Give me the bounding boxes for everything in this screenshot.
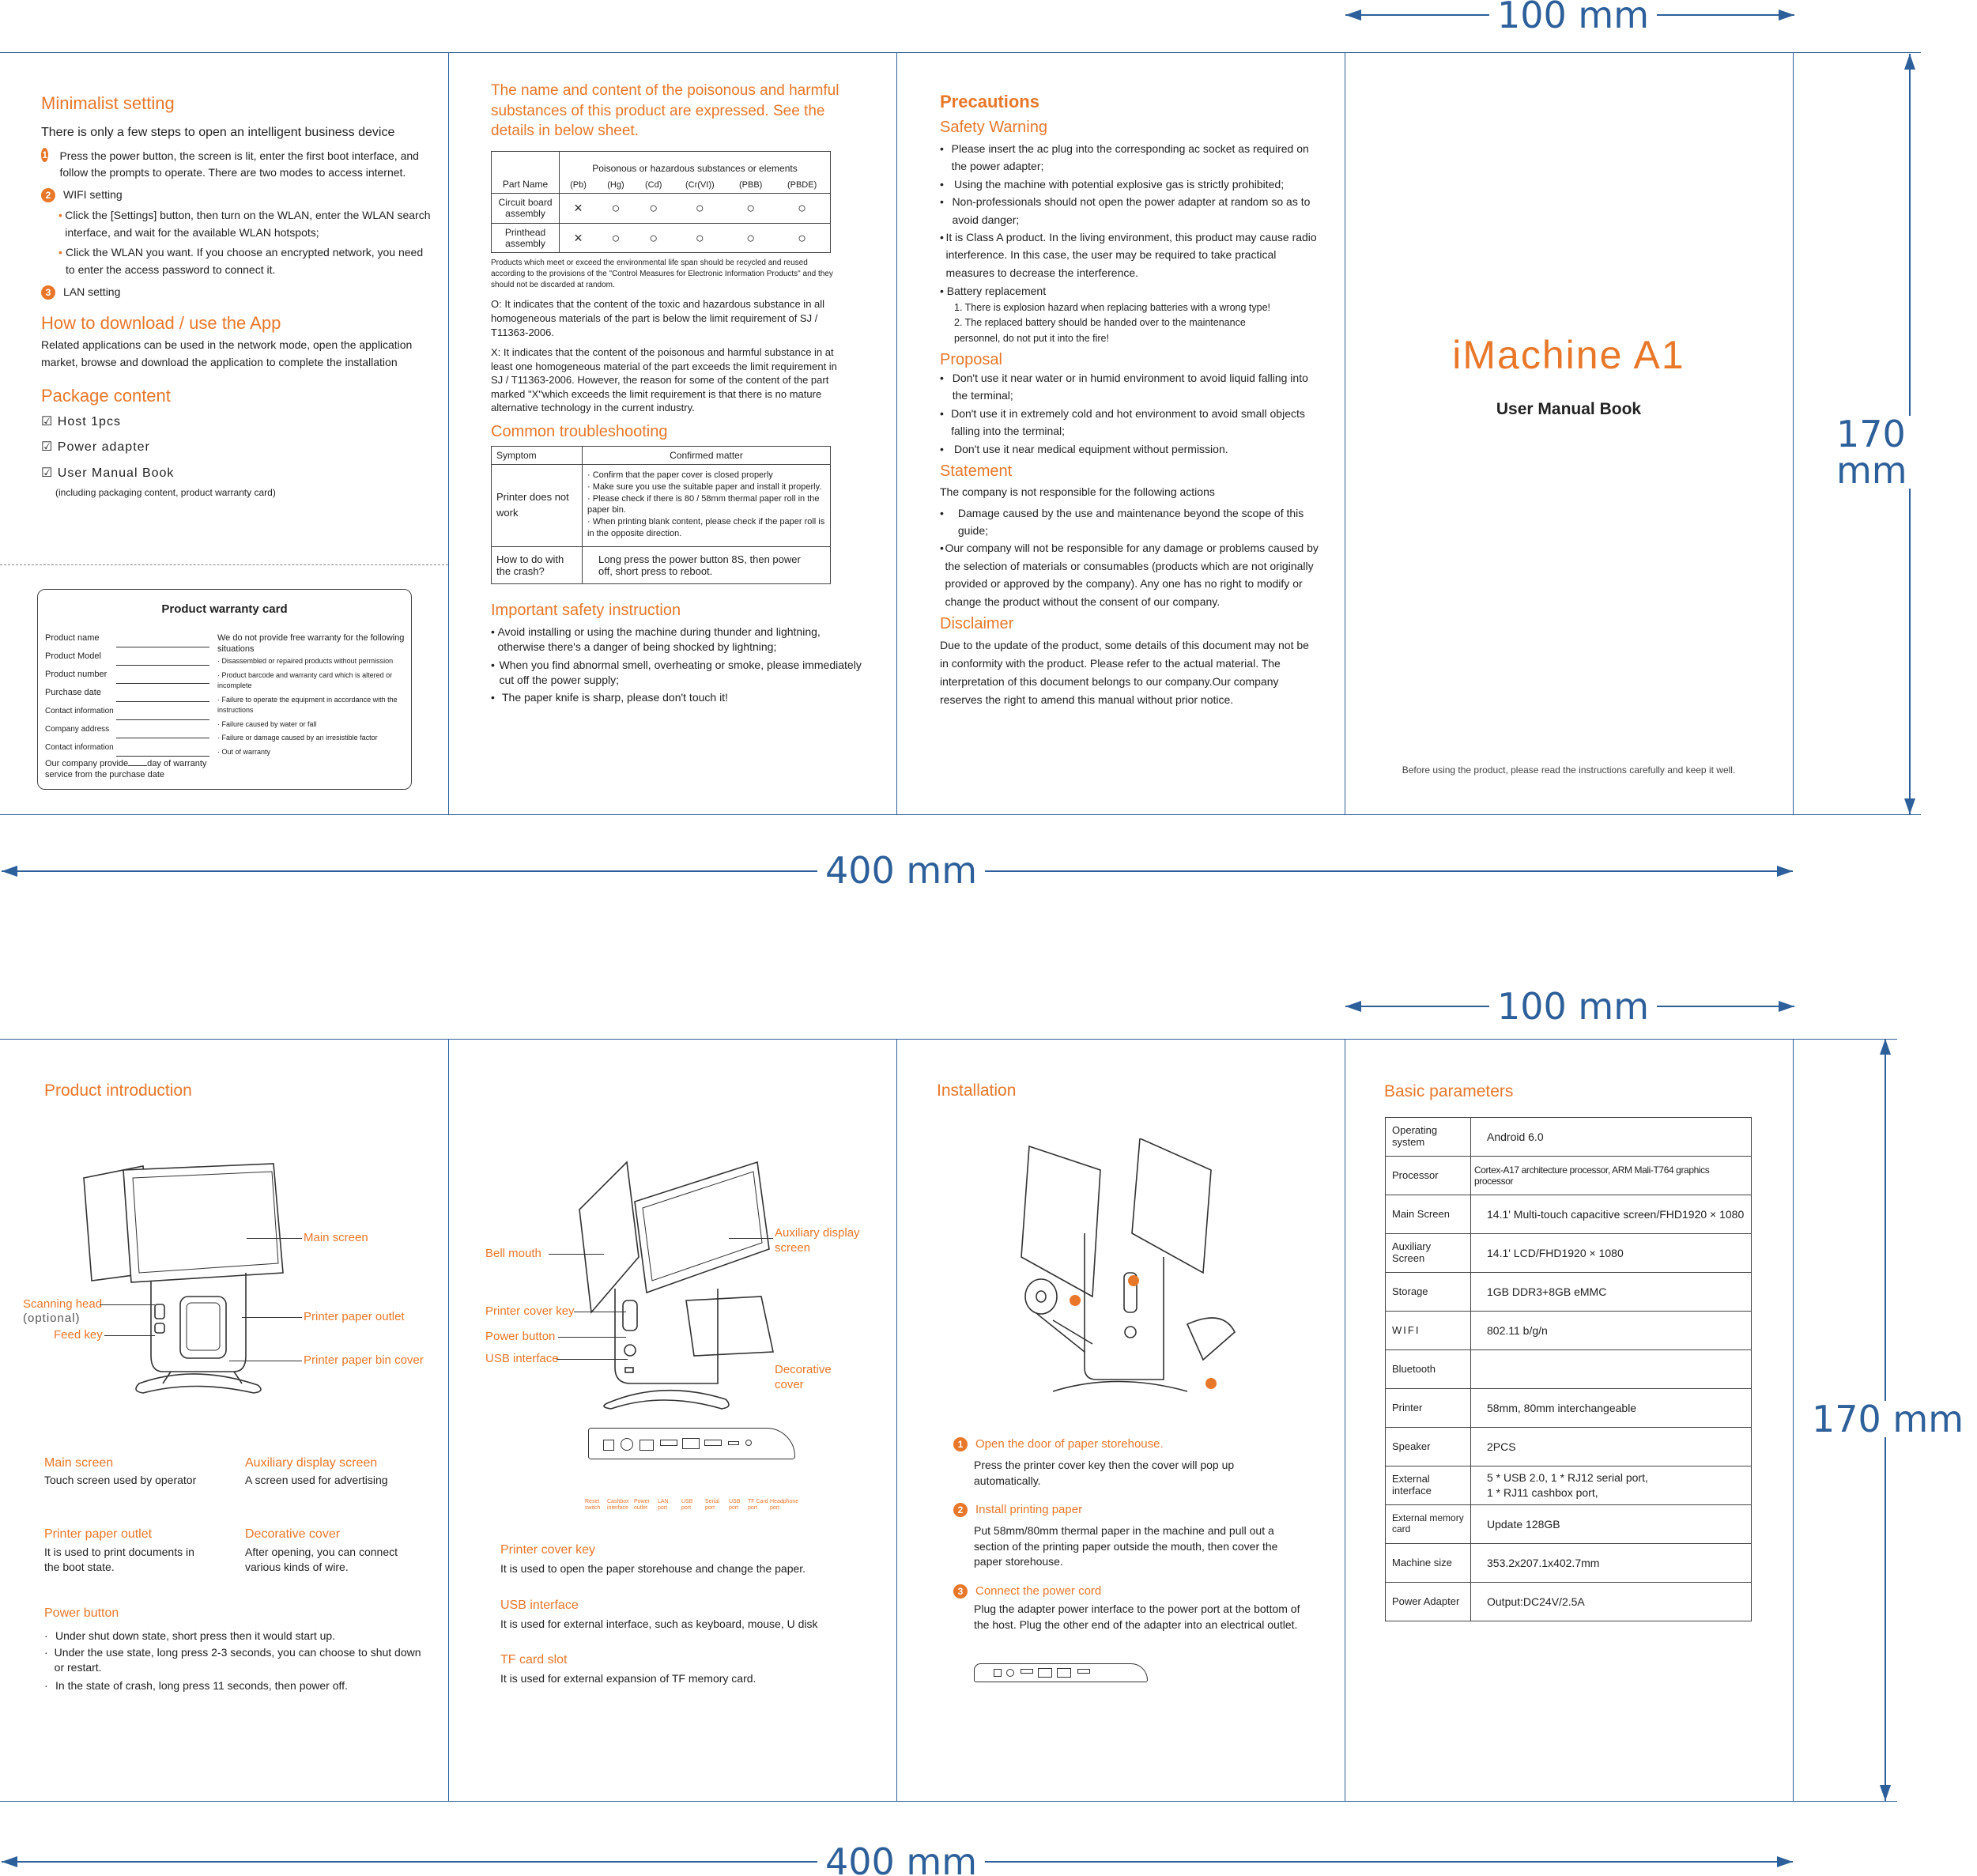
dim-arrow — [1777, 1856, 1793, 1867]
trouble-symptom: How to do with the crash? — [492, 546, 583, 583]
proposal-item: • Don't use it in extremely cold and hot environment to avoid small objects falling into the terminal; — [940, 406, 1305, 438]
desc-title: Printer cover key — [500, 1543, 596, 1557]
warranty-field-label: Contact information — [45, 743, 114, 752]
poison-mark: ○ — [673, 223, 728, 253]
power-button-section — [44, 1606, 432, 1693]
warranty-exclusion-item: · Product barcode and warranty card which is altered or incomplete — [217, 670, 393, 689]
warranty-provide-a: Our company provide — [45, 759, 129, 768]
fold-line — [448, 1039, 449, 1802]
callout-decorative-cover: Decorative cover — [775, 1363, 832, 1391]
param-row — [1386, 1428, 1752, 1466]
desc-title: Decorative cover — [245, 1527, 341, 1541]
port-label: Serial port — [705, 1499, 719, 1511]
desc-title: Auxiliary display screen — [245, 1456, 378, 1470]
rear-desc — [500, 1543, 880, 1688]
cover-footer: Before using the product, please read the instructions carefully and keep it well. — [1402, 764, 1736, 776]
warranty-field-blank[interactable] — [116, 638, 209, 647]
warranty-field-blank[interactable] — [116, 656, 209, 666]
poison-element: (Cd) — [635, 177, 673, 194]
port-label: Reset switch — [585, 1499, 601, 1511]
poison-element: (PBB) — [727, 177, 774, 194]
trouble-item: · Make sure you use the suitable paper and install it properly. — [587, 481, 822, 492]
proposal-item: • Don't use it near water or in humid environment to avoid liquid falling into the terminal; — [940, 371, 1308, 402]
warning-item: • Non-professionals should not open the power adapter at random so as to avoid danger; — [940, 195, 1311, 226]
port-label: USB port — [681, 1499, 693, 1511]
install-step-number: 1 — [953, 1437, 968, 1451]
param-key: Auxiliary Screen — [1386, 1234, 1471, 1273]
setup-step-3 — [41, 284, 432, 301]
warranty-provide-b: day of warranty — [147, 759, 207, 768]
callout-printer-paper-outlet: Printer paper outlet — [304, 1310, 405, 1323]
param-value: 2PCS — [1471, 1428, 1752, 1466]
warranty-field-blank[interactable] — [116, 729, 209, 738]
param-value: 14.1' LCD/FHD1920 × 1080 — [1471, 1234, 1752, 1273]
power-item: · Under the use state, long press 2-3 seconds, you can choose to shut down or restart. — [44, 1645, 421, 1674]
warranty-field-blank[interactable] — [116, 711, 209, 720]
param-row — [1386, 1312, 1752, 1350]
callout-scanning-head: Scanning head — [23, 1297, 103, 1311]
poison-mark: ○ — [597, 223, 635, 253]
param-key: Storage — [1386, 1273, 1471, 1312]
port-icon — [621, 1438, 633, 1451]
poison-mark: ○ — [727, 193, 774, 223]
install-step-3 — [953, 1584, 1325, 1633]
warranty-field-blank[interactable] — [116, 693, 209, 702]
install-step-title: Install printing paper — [975, 1503, 1083, 1517]
download-text: Related applications can be used in the network mode, open the application market, browse and download the application to complete the installation — [41, 338, 413, 368]
package-item-3: ☑ User Manual Book — [41, 466, 175, 481]
fold-line — [448, 52, 449, 815]
panel-compliance — [491, 81, 862, 705]
dim-arrow — [1345, 1001, 1361, 1012]
callout-optional: (optional) — [23, 1312, 81, 1325]
safety-item: • The paper knife is sharp, please don't touch it! — [491, 691, 728, 704]
product-intro-title: Product introduction — [44, 1081, 192, 1100]
warranty-field-label: Product Model — [45, 651, 101, 661]
setup-step-2-title: WIFI setting — [63, 188, 123, 202]
install-step-number: 3 — [953, 1584, 968, 1599]
port-label: TF Card port — [748, 1499, 768, 1511]
param-row — [1386, 1234, 1752, 1273]
desc-main-screen — [44, 1456, 234, 1489]
warranty-card — [37, 589, 412, 790]
trouble-row — [492, 464, 831, 546]
poison-mark: ○ — [597, 193, 635, 223]
install-step-2 — [953, 1503, 1325, 1570]
install-step-title: Connect the power cord — [975, 1583, 1102, 1598]
warranty-exclusion-item: · Failure or damage caused by an irresistible factor — [217, 734, 378, 742]
param-key: WIFI — [1386, 1312, 1471, 1350]
param-row — [1386, 1157, 1752, 1195]
dim-label-top-width: 100 mm — [1489, 0, 1657, 33]
poison-row — [492, 223, 831, 253]
warranty-exclusion-item: · Failure caused by water or fall — [217, 719, 317, 728]
step-number-3: 3 — [41, 285, 55, 300]
poison-element: (Cr(VI)) — [673, 177, 728, 194]
battery-title: • Battery replacement — [940, 285, 1047, 298]
statement-item: • Damage caused by the use and maintenance beyond the scope of this guide; — [940, 506, 1304, 537]
o-note: O: It indicates that the content of the toxic and hazardous substance in all homogeneous materials of the part is below the limit requirement of SJ / T11363-2006. — [491, 298, 825, 338]
port-icon — [682, 1438, 700, 1449]
desc-text: After opening, you can connect various kinds of wire. — [245, 1546, 398, 1573]
desc-printer-outlet — [44, 1527, 210, 1575]
port-icon — [1021, 1669, 1033, 1674]
callout-bell-mouth: Bell mouth — [485, 1247, 541, 1260]
param-row — [1386, 1273, 1752, 1312]
battery-item: 1. There is explosion hazard when replacing batteries with a wrong type! — [954, 301, 1270, 313]
callout-main-screen: Main screen — [304, 1231, 368, 1244]
desc-title: Main screen — [44, 1456, 114, 1470]
statement-item: • Our company will not be responsible for any damage or problems caused by the selection of materials or consumables (products which are not originally provided or approved by the company). Any one has no right to modify or change the product without the consent of our company. — [940, 542, 1319, 608]
installation-illustration — [1005, 1138, 1258, 1399]
package-item-2: ☑ Power adapter — [41, 440, 150, 455]
port-label: Cashbox interface — [607, 1499, 629, 1511]
port-icon — [1057, 1668, 1071, 1678]
param-value: 14.1' Multi-touch capacitive screen/FHD1920 × 1080 — [1471, 1195, 1752, 1234]
port-icon — [745, 1440, 752, 1446]
port-icon — [1006, 1669, 1014, 1677]
panel-setup — [41, 93, 432, 500]
step-number-1: 1 — [42, 149, 48, 160]
warranty-provide-c: service from the purchase date — [45, 770, 165, 779]
pos-terminal-rear-illustration — [575, 1154, 797, 1415]
manual-subtitle: User Manual Book — [1496, 400, 1642, 418]
param-value — [1471, 1350, 1752, 1389]
param-value: Android 6.0 — [1471, 1118, 1752, 1157]
leader-line — [557, 1359, 628, 1360]
install-step-number: 2 — [953, 1503, 968, 1517]
install-step-text: Put 58mm/80mm thermal paper in the machine and pull out a section of the printing paper outside the mouth, then cover the paper storehouse. — [974, 1524, 1278, 1568]
param-value: 353.2x207.1x402.7mm — [1471, 1544, 1752, 1583]
desc-title: TF card slot — [500, 1653, 568, 1667]
panel-precautions — [940, 92, 1319, 709]
param-key: External interface — [1386, 1466, 1471, 1505]
poison-mark: ○ — [635, 223, 673, 253]
warning-item: • Please insert the ac plug into the corresponding ac socket as required on the power adapter; — [940, 142, 1309, 173]
install-step-1 — [953, 1437, 1325, 1489]
warranty-field-blank[interactable] — [116, 747, 209, 757]
param-key: External memory card — [1386, 1505, 1471, 1544]
setup-step-1 — [41, 148, 432, 182]
param-value: 5 * USB 2.0, 1 * RJ12 serial port, 1 * RJ11 cashbox port, — [1471, 1466, 1752, 1505]
poison-mark: × — [560, 193, 598, 223]
poison-row-name: Printhead assembly — [492, 223, 560, 253]
poison-row — [492, 193, 831, 223]
param-row — [1386, 1195, 1752, 1234]
trouble-item: · When printing blank content, please check if the paper roll is in the opposite direction. — [587, 517, 825, 539]
warranty-exclusion-item: · Out of warranty — [217, 747, 271, 756]
desc-text: It is used to open the paper storehouse and change the paper. — [500, 1562, 806, 1575]
warranty-title: Product warranty card — [161, 602, 288, 616]
warranty-field-label: Product number — [45, 670, 108, 679]
callout-printer-cover-key: Printer cover key — [485, 1304, 575, 1318]
installation-steps — [953, 1437, 1325, 1633]
port-icon — [640, 1440, 654, 1451]
fold-line — [896, 1039, 897, 1802]
download-title: How to download / use the App — [41, 313, 281, 334]
wifi-bullet-1-text: Click the [Settings] button, then turn on the WLAN, enter the WLAN search interface, and wait for the available WLAN hotspots; — [65, 208, 431, 239]
trouble-symptom: Printer does not work — [492, 464, 583, 546]
dim-label-bottom-total: 400 mm — [817, 1844, 985, 1876]
install-step-text: Plug the adapter power interface to the power port at the bottom of the host. Plug the other end of the adapter into an electrical outlet. — [974, 1602, 1300, 1631]
poison-mark: ○ — [774, 193, 830, 223]
warranty-exclusion-item: · Failure to operate the equipment in accordance with the instructions — [217, 695, 398, 714]
param-key: Speaker — [1386, 1428, 1471, 1466]
warranty-exclusions — [217, 632, 407, 757]
param-key: Processor — [1386, 1157, 1471, 1195]
desc-text: A screen used for advertising — [245, 1474, 388, 1486]
leader-line — [729, 1238, 773, 1239]
desc-text: Touch screen used by operator — [44, 1474, 197, 1486]
poison-mark: ○ — [635, 193, 673, 223]
ports-strip — [588, 1428, 795, 1459]
poison-table — [491, 151, 831, 254]
setup-step-1-text: Press the power button, the screen is lit, enter the first boot interface, and follow the prompts to operate. There are two modes to access internet. — [59, 149, 419, 179]
setup-step-2 — [41, 187, 432, 204]
dim-label-top-total: 400 mm — [817, 852, 985, 889]
port-icon — [704, 1440, 722, 1446]
warranty-exclusion-item: · Disassembled or repaired products without permission — [217, 657, 394, 665]
poison-group-header: Poisonous or hazardous substances or elements — [560, 151, 831, 177]
param-value: 802.11 b/g/n — [1471, 1312, 1752, 1350]
poison-row-name: Circuit board assembly — [492, 193, 560, 223]
statement-intro: The company is not responsible for the following actions — [940, 485, 1215, 498]
warranty-field-label: Product name — [45, 633, 100, 643]
warranty-exclusions-title: We do not provide free warranty for the following situations — [217, 633, 405, 654]
leader-line — [100, 1304, 155, 1305]
port-label: Power outlet — [634, 1499, 650, 1511]
param-row — [1386, 1389, 1752, 1428]
dim-arrow — [2, 1856, 17, 1867]
port-icon — [728, 1441, 739, 1445]
safety-item: • Avoid installing or using the machine during thunder and lightning, otherwise there's a danger of being shocked by lightning; — [491, 625, 821, 653]
dim-label-bottom-height: 170 mm — [1804, 1401, 1971, 1437]
port-icon — [1038, 1668, 1052, 1678]
desc-text: It is used to print documents in the boot state. — [44, 1546, 194, 1573]
warranty-field-label: Purchase date — [45, 688, 101, 697]
leader-line — [549, 1254, 604, 1255]
pos-terminal-front-illustration — [76, 1154, 313, 1407]
poison-element: (Hg) — [597, 177, 635, 194]
poison-element: (Pb) — [560, 177, 598, 194]
warranty-days-blank[interactable] — [128, 758, 147, 766]
warranty-fields — [45, 629, 215, 780]
safety-warning-title: Safety Warning — [940, 119, 1047, 136]
safety-item: • When you find abnormal smell, overheating or smoke, please immediately cut off the power supply; — [491, 658, 862, 686]
callout-power-button: Power button — [485, 1330, 556, 1343]
fold-line — [896, 52, 897, 815]
port-label: Headphone port — [770, 1499, 799, 1511]
desc-auxiliary-screen — [245, 1456, 435, 1489]
leader-line — [558, 1337, 626, 1338]
minimalist-title: Minimalist setting — [41, 93, 175, 113]
param-key: Main Screen — [1386, 1195, 1471, 1234]
param-row — [1386, 1118, 1752, 1157]
wifi-bullet-2-text: Click the WLAN you want. If you choose an encrypted network, you need to enter the access password to connect it. — [66, 246, 424, 276]
param-value: Cortex-A17 architecture processor, ARM Mali-T764 graphics processor — [1471, 1157, 1752, 1195]
proposal-title: Proposal — [940, 350, 1002, 368]
wifi-bullet-1: • Click the [Settings] button, then turn on the WLAN, enter the WLAN search interface, and wait for the available WLAN hotspots; — [58, 207, 432, 241]
package-note: (including packaging content, product warranty card) — [55, 487, 276, 499]
port-icon — [660, 1440, 677, 1446]
dim-label-bottom-width: 100 mm — [1489, 988, 1657, 1025]
proposal-item: • Don't use it near medical equipment without permission. — [940, 442, 1228, 455]
poison-mark: ○ — [774, 223, 830, 253]
trouble-item: Long press the power button 8S, then power off, short press to reboot. — [583, 546, 831, 583]
param-key: Printer — [1386, 1389, 1471, 1428]
parameters-title: Basic parameters — [1384, 1082, 1514, 1100]
safety-title: Important safety instruction — [491, 601, 681, 619]
power-item: · Under shut down state, short press then it would start up. — [44, 1629, 336, 1642]
param-row — [1386, 1466, 1752, 1505]
param-value: Update 128GB — [1471, 1505, 1752, 1544]
param-key: Power Adapter — [1386, 1583, 1471, 1621]
warranty-field-blank[interactable] — [116, 674, 209, 684]
param-key: Bluetooth — [1386, 1350, 1471, 1389]
callout-printer-paper-bin-cover: Printer paper bin cover — [304, 1353, 424, 1367]
leader-line — [104, 1335, 155, 1336]
param-value: 58mm, 80mm interchangeable — [1471, 1389, 1752, 1428]
poison-note: Products which meet or exceed the environmental life span should be recycled and reused according to the provisions of the "Control Measures for Electronic Information Products" and they should not be discarded at random. — [491, 259, 833, 290]
package-item-1: ☑ Host 1pcs — [41, 414, 121, 428]
poison-mark: ○ — [673, 193, 728, 223]
parameters-table — [1385, 1117, 1752, 1621]
warranty-field-label: Contact information — [45, 707, 114, 715]
callout-usb-interface: USB interface — [485, 1352, 559, 1365]
step-number-2: 2 — [41, 188, 55, 202]
trouble-header-symptom: Symptom — [492, 446, 583, 464]
trouble-item: · Confirm that the paper cover is closed properly — [587, 470, 773, 480]
dim-label-top-height: 170 mm — [1828, 416, 1977, 489]
install-step-text: Press the printer cover key then the cover will pop up automatically. — [974, 1459, 1235, 1487]
param-row — [1386, 1505, 1752, 1544]
battery-item: 2. The replaced battery should be handed over to the maintenance personnel, do not put it into the fire! — [954, 317, 1246, 344]
param-key: Operating system — [1386, 1118, 1471, 1157]
desc-text: It is used for external interface, such as keyboard, mouse, U disk — [500, 1617, 818, 1630]
port-icon — [994, 1669, 1002, 1677]
callout-auxiliary-display: Auxiliary display screen — [775, 1226, 860, 1255]
warranty-field-label: Company address — [45, 725, 110, 734]
install-step-title: Open the door of paper storehouse. — [975, 1437, 1164, 1451]
package-title: Package content — [41, 385, 171, 406]
disclaimer-title: Disclaimer — [940, 614, 1014, 632]
cut-line — [0, 564, 448, 565]
port-icon — [603, 1440, 614, 1451]
trouble-header-matter: Confirmed matter — [583, 446, 831, 464]
param-row — [1386, 1544, 1752, 1583]
desc-text: It is used for external expansion of TF memory card. — [500, 1672, 756, 1685]
x-note: X: It indicates that the content of the poisonous and harmful substance in at least one homogeneous material of the part exceeds the limit requirement in SJ / T11363-2006. However, the reason for some of the content of the part marked "X"which exceeds the limit requirement is that there is no mature alternative technology in the current industry. — [491, 346, 837, 414]
precautions-title: Precautions — [940, 92, 1039, 111]
wifi-bullet-2: • Click the WLAN you want. If you choose an encrypted network, you need to enter the access password to connect it. — [58, 244, 432, 278]
poison-element: (PBDE) — [774, 177, 830, 194]
fold-line — [1793, 1039, 1794, 1802]
poison-mark: ○ — [727, 223, 774, 253]
poison-mark: × — [560, 223, 598, 253]
leader-line — [247, 1238, 302, 1239]
installation-title: Installation — [937, 1081, 1017, 1100]
dim-arrow — [1345, 9, 1361, 21]
param-key: Machine size — [1386, 1544, 1471, 1583]
power-title: Power button — [44, 1606, 119, 1620]
desc-title: USB interface — [500, 1598, 579, 1612]
disclaimer-text: Due to the update of the product, some details of this document may not be in conformity with the product. Please refer to the actual material. The interpretation of this document belongs to our company.Our company reserves the right to amend this manual without prior notice. — [940, 638, 1309, 707]
param-row — [1386, 1350, 1752, 1389]
warning-item: • It is Class A product. In the living environment, this product may cause radio interference. In this case, the user may be required to take practical measures to decrease the interference. — [940, 230, 1317, 279]
port-icon — [1077, 1669, 1090, 1674]
callout-feed-key: Feed key — [54, 1328, 103, 1342]
desc-title: Printer paper outlet — [44, 1527, 153, 1541]
statement-title: Statement — [940, 462, 1013, 480]
port-label: LAN port — [658, 1499, 669, 1511]
trouble-row — [492, 546, 831, 583]
dim-arrow — [1779, 9, 1794, 21]
dim-arrow — [1779, 1001, 1794, 1012]
power-item: · In the state of crash, long press 11 seconds, then power off. — [44, 1678, 348, 1692]
fold-line — [1793, 52, 1794, 815]
trouble-item: · Please check if there is 80 / 58mm thermal paper roll in the paper bin. — [587, 493, 820, 515]
dim-arrow — [1777, 866, 1793, 877]
ports-strip-small — [974, 1663, 1148, 1682]
minimalist-intro: There is only a few steps to open an intelligent business device — [41, 126, 395, 139]
trouble-title: Common troubleshooting — [491, 422, 668, 440]
poison-title: The name and content of the poisonous and harmful substances of this product are expressed. See the details in below sheet. — [491, 82, 839, 140]
poison-part-name-header: Part Name — [492, 151, 560, 193]
setup-step-3-title: LAN setting — [63, 285, 121, 298]
trouble-table — [491, 446, 831, 584]
leader-line — [242, 1317, 302, 1318]
param-row — [1386, 1583, 1752, 1621]
warning-item: • Using the machine with potential explosive gas is strictly prohibited; — [940, 177, 1285, 191]
port-label: USB port — [729, 1499, 741, 1511]
param-value: Output:DC24V/2.5A — [1471, 1583, 1752, 1621]
param-value: 1GB DDR3+8GB eMMC — [1471, 1273, 1752, 1312]
dim-arrow — [2, 866, 17, 877]
desc-decorative-cover — [245, 1527, 427, 1575]
brand-title: iMachine A1 — [1452, 333, 1685, 377]
